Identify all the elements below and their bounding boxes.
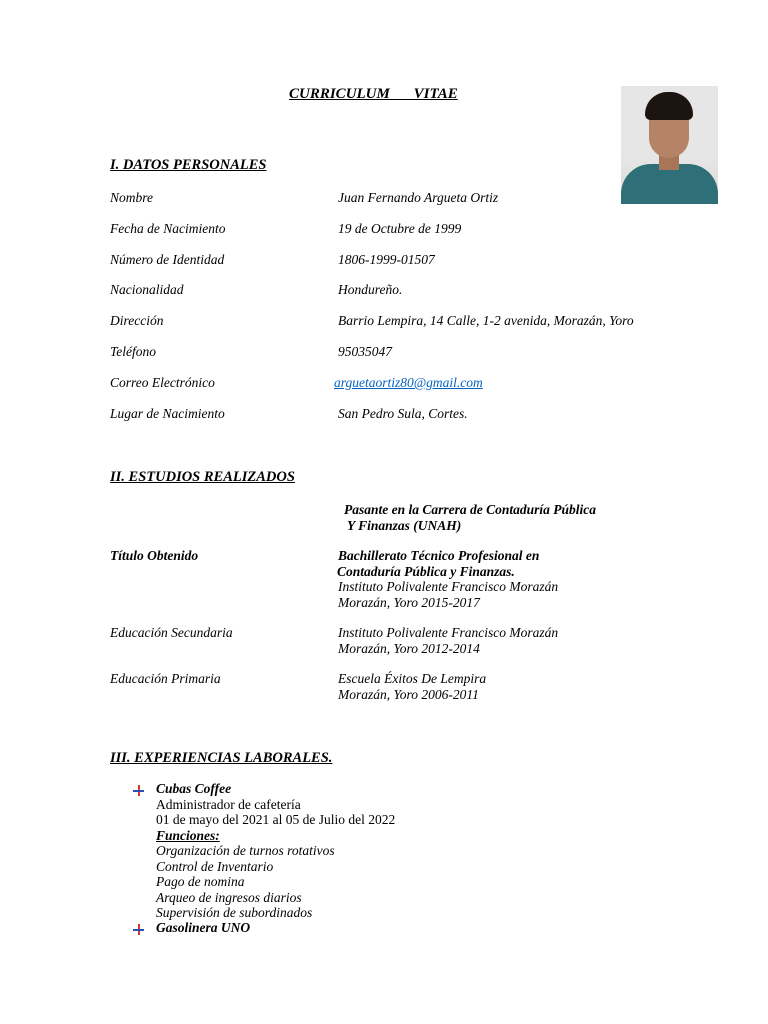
value-nacionalidad: Hondureño.	[338, 282, 403, 297]
titulo-block	[338, 548, 558, 610]
section-estudios: II. ESTUDIOS REALIZADOS	[110, 469, 295, 485]
value-numero-identidad: 1806-1999-01507	[338, 252, 435, 267]
pasante-block	[344, 502, 596, 533]
experience-item	[156, 781, 395, 921]
photo-hair	[645, 92, 693, 120]
pasante-line-2: Y Finanzas (UNAH)	[347, 517, 462, 533]
job-dates: 01 de mayo del 2021 al 05 de Julio del 2022	[156, 812, 396, 827]
function-item: Control de Inventario	[156, 858, 274, 874]
primaria-block	[338, 671, 486, 702]
function-item: Supervisión de subordinados	[156, 905, 313, 920]
function-item: Pago de nomina	[156, 874, 245, 889]
primaria-line-1: Escuela Éxitos De Lempira	[338, 671, 487, 686]
secundaria-block	[338, 625, 558, 656]
function-item: Organización de turnos rotativos	[156, 843, 335, 858]
label-nombre: Nombre	[110, 190, 153, 205]
value-nombre: Juan Fernando Argueta Ortiz	[338, 190, 499, 205]
pasante-line-1: Pasante en la Carrera de Contaduría Pública	[344, 502, 597, 517]
section-experiencias: III. EXPERIENCIAS LABORALES.	[110, 750, 333, 766]
titulo-line-2: Contaduría Pública y Finanzas.	[337, 563, 515, 579]
label-fecha-nacimiento: Fecha de Nacimiento	[110, 221, 226, 236]
label-titulo-obtenido: Título Obtenido	[110, 548, 199, 563]
label-telefono: Teléfono	[110, 344, 157, 359]
email-link[interactable]: arguetaortiz80@gmail.com	[334, 375, 483, 390]
document-title: CURRICULUM VITAE	[289, 86, 458, 102]
value-fecha-nacimiento: 19 de Octubre de 1999	[338, 221, 462, 236]
titulo-line-4: Morazán, Yoro 2015-2017	[338, 594, 480, 610]
company-name: Gasolinera UNO	[156, 920, 251, 935]
profile-photo	[621, 86, 718, 204]
company-name: Cubas Coffee	[156, 781, 232, 796]
titulo-line-1: Bachillerato Técnico Profesional en	[338, 548, 540, 563]
primaria-line-2: Morazán, Yoro 2006-2011	[338, 686, 479, 702]
label-direccion: Dirección	[110, 313, 164, 328]
plus-arrow-bullet-icon	[133, 924, 144, 935]
section-datos-personales: I. DATOS PERSONALES	[110, 157, 267, 173]
secundaria-line-1: Instituto Polivalente Francisco Morazán	[338, 625, 559, 640]
label-lugar-nacimiento: Lugar de Nacimiento	[110, 406, 225, 421]
label-educacion-secundaria: Educación Secundaria	[110, 625, 233, 640]
secundaria-line-2: Morazán, Yoro 2012-2014	[338, 640, 480, 656]
label-numero-identidad: Número de Identidad	[110, 252, 225, 267]
photo-shirt	[621, 164, 718, 204]
functions-heading: Funciones:	[156, 827, 220, 843]
label-nacionalidad: Nacionalidad	[110, 282, 184, 297]
label-correo: Correo Electrónico	[110, 375, 215, 390]
value-direccion: Barrio Lempira, 14 Calle, 1-2 avenida, Morazán, Yoro	[338, 313, 634, 328]
label-educacion-primaria: Educación Primaria	[110, 671, 221, 686]
value-telefono: 95035047	[338, 344, 392, 359]
function-item: Arqueo de ingresos diarios	[156, 889, 302, 905]
plus-arrow-bullet-icon	[133, 785, 144, 796]
value-lugar-nacimiento: San Pedro Sula, Cortes.	[338, 406, 468, 421]
titulo-line-3: Instituto Polivalente Francisco Morazán	[338, 579, 559, 594]
job-role: Administrador de cafetería	[156, 796, 301, 812]
